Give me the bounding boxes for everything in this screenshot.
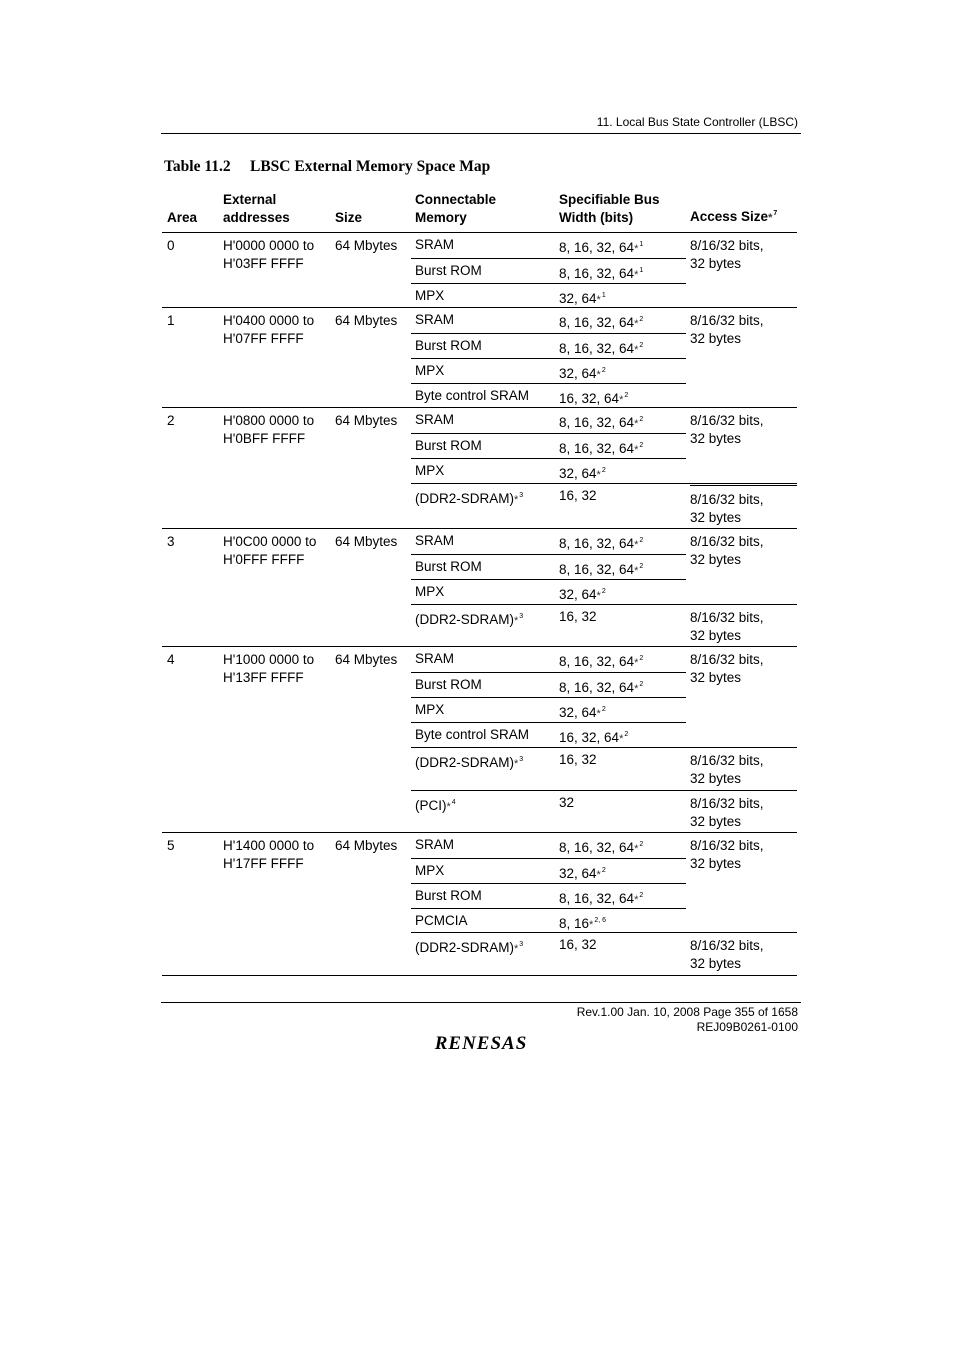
memory-row	[411, 883, 686, 909]
memory-type-label: Burst ROM	[415, 438, 482, 453]
memory-type-label: MPX	[415, 584, 445, 599]
area-size: 64 Mbytes	[335, 238, 398, 253]
bus-width	[559, 836, 643, 858]
footnote-star: *	[514, 615, 519, 627]
footnote-ref: 1	[639, 241, 644, 248]
access-size-line: 8/16/32 bits,	[690, 610, 764, 625]
bus-width-value: 16, 32, 64	[559, 730, 620, 745]
memory-type-label: (DDR2-SDRAM)	[415, 755, 514, 770]
bus-width	[559, 462, 606, 484]
address-range	[223, 237, 333, 273]
memory-type-label: SRAM	[415, 237, 455, 252]
memory-row	[411, 529, 686, 554]
footer-rule	[161, 1002, 801, 1003]
area-group	[162, 529, 797, 647]
revision-info: Rev.1.00 Jan. 10, 2008 Page 355 of 1658	[576, 1005, 798, 1019]
col-bus-width-header: Specifiable Bus Width (bits)	[559, 192, 660, 225]
access-size-line: 8/16/32 bits,	[690, 838, 764, 853]
memory-type	[415, 912, 468, 930]
area-group	[162, 308, 797, 408]
table-number: Table 11.2	[164, 158, 231, 175]
footnote-ref: 2	[601, 706, 606, 713]
memory-type-label: PCMCIA	[415, 913, 468, 928]
table-title: LBSC External Memory Space Map	[250, 158, 491, 175]
memory-row	[411, 333, 686, 359]
memory-type-label: MPX	[415, 702, 445, 717]
memory-type-label: MPX	[415, 463, 445, 478]
memory-row	[411, 672, 686, 698]
address-start: H'0400 0000 to	[223, 313, 315, 328]
memory-type	[415, 337, 482, 355]
footnote-star: *	[634, 344, 639, 356]
memory-row	[411, 722, 686, 748]
memory-type-label: (DDR2-SDRAM)	[415, 940, 514, 955]
bus-width-value: 8, 16, 32, 64	[559, 654, 635, 669]
footnote-star: *	[619, 394, 624, 406]
access-divider	[690, 604, 797, 605]
memory-type	[415, 311, 454, 329]
address-range	[223, 837, 333, 873]
address-start: H'0000 0000 to	[223, 238, 315, 253]
access-size	[690, 937, 764, 973]
memory-type-label: Burst ROM	[415, 263, 482, 278]
access-size	[690, 491, 764, 527]
area-number: 1	[167, 313, 175, 328]
address-start: H'0800 0000 to	[223, 413, 315, 428]
bus-width-value: 8, 16, 32, 64	[559, 536, 635, 551]
memory-row	[411, 358, 686, 384]
bus-width-value: 32, 64	[559, 587, 597, 602]
address-range	[223, 312, 333, 348]
bus-width	[559, 608, 597, 626]
footnote-ref: 3	[519, 613, 524, 620]
memory-row	[411, 579, 686, 605]
footnote-star: *	[634, 243, 639, 255]
bus-width-value: 16, 32	[559, 752, 597, 767]
access-size-line: 32 bytes	[690, 431, 742, 446]
footnote-star: *	[634, 683, 639, 695]
access-size-line: 8/16/32 bits,	[690, 238, 764, 253]
memory-type-label: Byte control SRAM	[415, 388, 530, 403]
footnote-star: *	[514, 758, 519, 770]
area-size: 64 Mbytes	[335, 652, 398, 667]
address-end: H'07FF FFFF	[223, 331, 304, 346]
address-end: H'13FF FFFF	[223, 670, 304, 685]
access-size-line: 8/16/32 bits,	[690, 796, 764, 811]
bus-width	[559, 387, 628, 409]
bus-width	[559, 287, 606, 309]
bus-width-value: 8, 16, 32, 64	[559, 415, 635, 430]
bus-width-value: 8, 16, 32, 64	[559, 266, 635, 281]
bus-width-value: 8, 16, 32, 64	[559, 891, 635, 906]
footnote-star: *	[634, 894, 639, 906]
footnote-star: *	[634, 444, 639, 456]
col-memory-header: Connectable Memory	[415, 192, 497, 225]
access-size	[690, 533, 764, 569]
memory-row	[411, 697, 686, 723]
bus-width	[559, 532, 643, 554]
access-divider	[690, 932, 797, 933]
bus-width-value: 32, 64	[559, 466, 597, 481]
memory-type-label: SRAM	[415, 412, 455, 427]
footnote-ref: 2	[639, 416, 644, 423]
area-number: 2	[167, 413, 175, 428]
bus-width	[559, 887, 643, 909]
access-size-line: 8/16/32 bits,	[690, 413, 764, 428]
bus-width-value: 8, 16, 32, 64	[559, 562, 635, 577]
access-size-line: 32 bytes	[690, 256, 742, 271]
table-caption	[164, 158, 490, 176]
memory-type	[415, 862, 444, 880]
memory-type	[415, 751, 523, 773]
memory-type	[415, 287, 444, 305]
memory-row	[411, 554, 686, 580]
bus-width	[559, 236, 643, 258]
area-number: 4	[167, 652, 175, 667]
memory-row	[411, 383, 686, 409]
memory-type	[415, 262, 482, 280]
bus-width-value: 16, 32	[559, 488, 597, 503]
access-size-line: 32 bytes	[690, 956, 742, 971]
bus-width-value: 32	[559, 795, 575, 810]
address-start: H'1000 0000 to	[223, 652, 315, 667]
bus-width	[559, 794, 574, 812]
bus-width-value: 32, 64	[559, 866, 597, 881]
memory-type	[415, 236, 454, 254]
bus-width-value: 16, 32	[559, 609, 597, 624]
bus-width-value: 8, 16, 32, 64	[559, 341, 635, 356]
area-number: 5	[167, 838, 175, 853]
bus-width	[559, 701, 606, 723]
memory-map-table	[162, 188, 797, 976]
access-size-line: 32 bytes	[690, 814, 742, 829]
footnote-ref: 1	[639, 267, 644, 274]
bus-width-value: 8, 16, 32, 64	[559, 441, 635, 456]
memory-type	[415, 608, 523, 630]
memory-type	[415, 887, 482, 905]
memory-type-label: MPX	[415, 288, 445, 303]
memory-type-label: SRAM	[415, 651, 455, 666]
area-group	[162, 408, 797, 529]
access-divider	[690, 790, 797, 791]
access-size-line: 8/16/32 bits,	[690, 492, 764, 507]
footnote-star: *	[589, 919, 594, 931]
area-group	[162, 833, 797, 976]
footnote-ref: 2	[639, 342, 644, 349]
footnote-star: *	[596, 294, 601, 306]
col-area-header: Area	[167, 210, 198, 225]
footnote-ref: 2	[639, 892, 644, 899]
footnote-ref: 2	[639, 537, 644, 544]
access-size-line: 32 bytes	[690, 771, 742, 786]
address-start: H'0C00 0000 to	[223, 534, 317, 549]
memory-row	[411, 908, 686, 933]
memory-type	[415, 650, 454, 668]
access-size	[690, 312, 764, 348]
address-range	[223, 651, 333, 687]
memory-type-label: MPX	[415, 363, 445, 378]
area-group	[162, 647, 797, 833]
document-code: REJ09B0261-0100	[696, 1020, 798, 1034]
area-number: 3	[167, 534, 175, 549]
footnote-ref: 1	[601, 292, 606, 299]
footnote-ref: 2	[601, 588, 606, 595]
footnote-ref: 4	[451, 799, 456, 806]
memory-type	[415, 558, 482, 576]
footnote-star: *	[634, 657, 639, 669]
footnote-star: *	[634, 269, 639, 281]
memory-type	[415, 701, 444, 719]
bus-width	[559, 862, 606, 884]
memory-type	[415, 936, 523, 958]
memory-type	[415, 437, 482, 455]
memory-row	[411, 258, 686, 284]
access-size	[690, 412, 764, 448]
footnote-ref: 2	[601, 467, 606, 474]
access-size	[690, 795, 764, 831]
memory-type-label: Burst ROM	[415, 677, 482, 692]
area-size: 64 Mbytes	[335, 313, 398, 328]
footnote-ref: 2	[624, 731, 629, 738]
access-size	[690, 237, 764, 273]
col-size-header: Size	[335, 210, 363, 225]
memory-type-label: SRAM	[415, 533, 455, 548]
memory-row	[411, 458, 686, 484]
memory-row	[411, 308, 686, 333]
bus-width-value: 8, 16, 32, 64	[559, 680, 635, 695]
memory-type-label: Byte control SRAM	[415, 727, 530, 742]
memory-row	[411, 858, 686, 884]
footnote-star: *	[596, 708, 601, 720]
access-size-line: 32 bytes	[690, 331, 742, 346]
col-addresses-header: External addresses	[223, 192, 290, 225]
memory-row	[411, 647, 686, 672]
bus-width	[559, 751, 597, 769]
memory-type	[415, 836, 454, 854]
area-group	[162, 233, 797, 308]
access-size-line: 8/16/32 bits,	[690, 753, 764, 768]
memory-type	[415, 676, 482, 694]
area-size: 64 Mbytes	[335, 838, 398, 853]
bus-width-value: 8, 16	[559, 916, 590, 931]
memory-type-label: Burst ROM	[415, 559, 482, 574]
footnote-star: *	[634, 418, 639, 430]
footnote-ref: 2	[639, 563, 644, 570]
footnote-ref: 2	[639, 681, 644, 688]
footnote-star: *	[768, 212, 773, 224]
access-divider	[690, 747, 797, 748]
bus-width	[559, 437, 643, 459]
access-size	[690, 651, 764, 687]
memory-type	[415, 726, 529, 744]
footnote-star: *	[634, 318, 639, 330]
access-size-line: 8/16/32 bits,	[690, 652, 764, 667]
footnote-star: *	[514, 943, 519, 955]
access-size-line: 8/16/32 bits,	[690, 534, 764, 549]
access-size-line: 32 bytes	[690, 628, 742, 643]
footnote-star: *	[634, 843, 639, 855]
bus-width-value: 8, 16, 32, 64	[559, 840, 635, 855]
address-start: H'1400 0000 to	[223, 838, 315, 853]
memory-type	[415, 583, 444, 601]
renesas-logo: RENESAS	[434, 1033, 528, 1054]
access-size-line: 32 bytes	[690, 670, 742, 685]
bus-width	[559, 583, 606, 605]
footnote-ref: 2	[639, 655, 644, 662]
memory-row	[411, 408, 686, 433]
bus-width	[559, 311, 643, 333]
memory-type	[415, 462, 444, 480]
access-size-line: 8/16/32 bits,	[690, 313, 764, 328]
access-size	[690, 837, 764, 873]
area-number: 0	[167, 238, 175, 253]
col-access-size-header: Access Size*$^7$	[690, 209, 778, 224]
memory-type-label: (PCI)	[415, 798, 447, 813]
access-size	[690, 609, 764, 645]
memory-row	[411, 233, 686, 258]
bus-width-value: 16, 32, 64	[559, 391, 620, 406]
bus-width	[559, 362, 606, 384]
memory-type-label: SRAM	[415, 312, 455, 327]
memory-type	[415, 532, 454, 550]
bus-width	[559, 337, 643, 359]
memory-type-label: MPX	[415, 863, 445, 878]
access-size-line: 32 bytes	[690, 510, 742, 525]
footnote-ref: 2, 6	[594, 917, 606, 924]
address-end: H'0BFF FFFF	[223, 431, 306, 446]
bus-width	[559, 726, 628, 748]
footnote-ref: 2	[639, 841, 644, 848]
footnote-ref: 2	[639, 442, 644, 449]
memory-row	[411, 833, 686, 858]
bus-width	[559, 912, 606, 934]
footnote-ref: 2	[624, 392, 629, 399]
footnote-star: *	[596, 869, 601, 881]
table-header-row	[162, 188, 797, 233]
footnote-star: *	[596, 469, 601, 481]
address-end: H'17FF FFFF	[223, 856, 304, 871]
memory-type-label: Burst ROM	[415, 338, 482, 353]
footnote-star: *	[514, 494, 519, 506]
memory-type	[415, 487, 523, 509]
memory-type	[415, 387, 529, 405]
memory-type-label: (DDR2-SDRAM)	[415, 612, 514, 627]
footnote-ref: 3	[519, 492, 524, 499]
address-range	[223, 533, 333, 569]
bus-width-value: 8, 16, 32, 64	[559, 240, 635, 255]
memory-type-label: Burst ROM	[415, 888, 482, 903]
memory-type	[415, 794, 456, 816]
footnote-star: *	[596, 590, 601, 602]
footnote-ref: 3	[519, 756, 524, 763]
header-rule	[161, 133, 801, 134]
access-size-line: 32 bytes	[690, 856, 742, 871]
area-size: 64 Mbytes	[335, 534, 398, 549]
footnote-star: *	[634, 539, 639, 551]
address-range	[223, 412, 333, 448]
footnote-ref: 2	[601, 367, 606, 374]
area-size: 64 Mbytes	[335, 413, 398, 428]
bus-width	[559, 676, 643, 698]
bus-width	[559, 650, 643, 672]
bus-width-value: 32, 64	[559, 705, 597, 720]
bus-width-value: 16, 32	[559, 937, 597, 952]
access-divider	[690, 485, 797, 486]
footnote-ref: 3	[519, 941, 524, 948]
bus-width	[559, 487, 597, 505]
address-end: H'03FF FFFF	[223, 256, 304, 271]
running-header: 11. Local Bus State Controller (LBSC)	[596, 115, 798, 129]
access-size-line: 8/16/32 bits,	[690, 938, 764, 953]
memory-type-label: SRAM	[415, 837, 455, 852]
memory-type-label: (DDR2-SDRAM)	[415, 491, 514, 506]
memory-row	[411, 433, 686, 459]
footnote-ref: 2	[639, 316, 644, 323]
footnote-star: *	[619, 733, 624, 745]
table-body	[162, 233, 797, 976]
memory-type	[415, 411, 454, 429]
access-size-line: 32 bytes	[690, 552, 742, 567]
bus-width-value: 32, 64	[559, 291, 597, 306]
bus-width	[559, 411, 643, 433]
footnote-ref: 2	[601, 867, 606, 874]
bus-width-value: 32, 64	[559, 366, 597, 381]
access-size	[690, 752, 764, 788]
memory-type	[415, 362, 444, 380]
address-end: H'0FFF FFFF	[223, 552, 305, 567]
footnote-star: *	[634, 565, 639, 577]
bus-width	[559, 936, 597, 954]
footnote-star: *	[596, 369, 601, 381]
bus-width	[559, 262, 643, 284]
footnote-star: *	[446, 801, 451, 813]
memory-row	[411, 283, 686, 309]
bus-width-value: 8, 16, 32, 64	[559, 315, 635, 330]
bus-width	[559, 558, 643, 580]
